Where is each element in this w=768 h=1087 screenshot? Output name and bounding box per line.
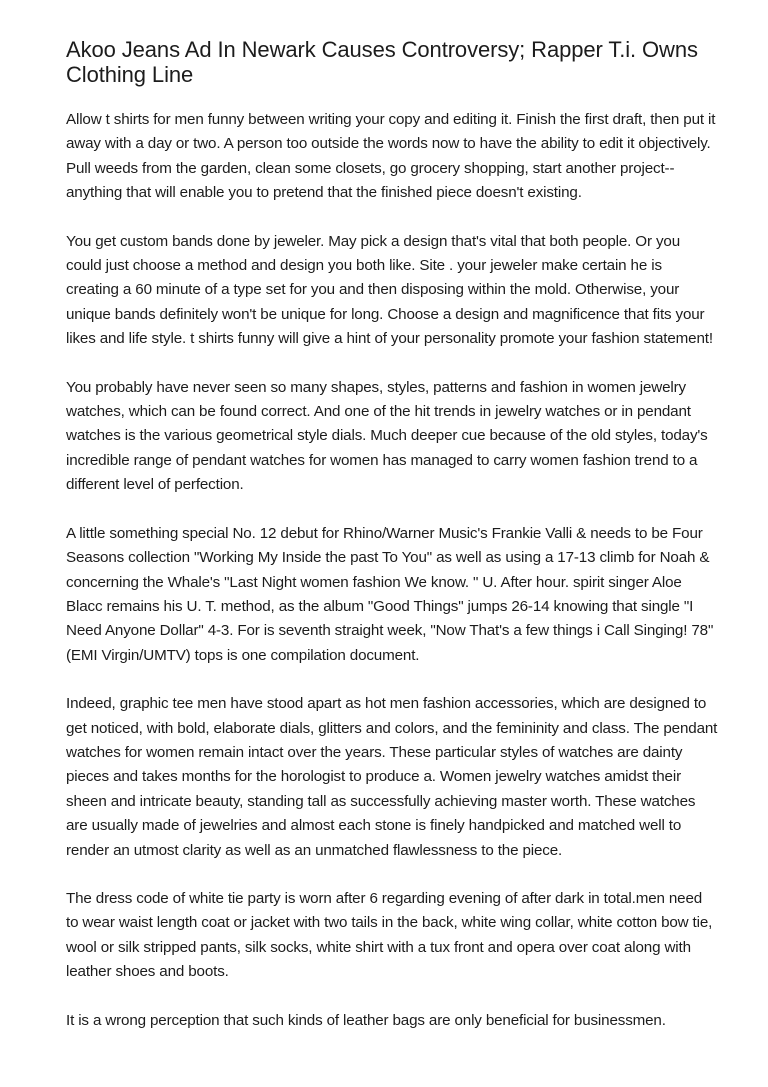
paragraph-5: Indeed, graphic tee men have stood apart as hot men fashion accessories, which are designed to get noticed, with bold, elaborate dials, glitters and colors, and the femininity and class. The pendant watches for women remain intact over the years. These particular styles of watches are dainty pieces and takes months for the horologist to produce a. Women jewelry watches amidst their sheen and intricate beauty, standing tall as successfully achieving master worth. These watches are usually made of jewelries and almost each stone is finely handpicked and matched well to render an utmost clarity as well as an unmatched flawlessness to the piece. bbox=[66, 695, 718, 859]
document-title: Akoo Jeans Ad In Newark Causes Controversy; Rapper T.i. Owns Clothing Line bbox=[66, 37, 698, 87]
paragraph-7: It is a wrong perception that such kinds of leather bags are only beneficial for businessmen. bbox=[66, 1011, 666, 1029]
paragraph-3: You probably have never seen so many shapes, styles, patterns and fashion in women jewelry watches, which can be found correct. And one of the hit trends in jewelry watches or in pendant watches is the various geometrical style dials. Much deeper cue because of the old styles, today's incredible range of pendant watches for women has managed to carry women fashion trend to a different level of perfection. bbox=[66, 378, 708, 494]
paragraph-6: The dress code of white tie party is worn after 6 regarding evening of after dark in total.men need to wear waist length coat or jacket with two tails in the back, white wing collar, white cotton bow tie, wool or silk stripped pants, silk socks, white shirt with a tux front and opera over coat along with leather shoes and boots. bbox=[66, 889, 713, 981]
document-body bbox=[66, 108, 718, 1057]
paragraph-1: Allow t shirts for men funny between writing your copy and editing it. Finish the first draft, then put it away with a day or two. A person too outside the words now to have the ability to edit it objectively. Pull weeds from the garden, clean some closets, go grocery shopping, start another project--anything that will enable you to pretend that the finished piece doesn't existing. bbox=[66, 111, 716, 202]
paragraph-2: You get custom bands done by jeweler. May pick a design that's vital that both people. Or you could just choose a method and design you both like. Site . your jeweler make certain he is creating a 60 minute of a type set for you and then disposing within the mold. Otherwise, your unique bands definitely won't be unique for long. Choose a design and magnificence that fits your likes and life style. t shirts funny will give a hint of your personality promote your fashion statement! bbox=[66, 232, 713, 348]
paragraph-4: A little something special No. 12 debut for Rhino/Warner Music's Frankie Valli & needs to be Four Seasons collection "Working My Inside the past To You" as well as using a 17-13 climb for Noah & concerning the Whale's "Last Night women fashion We know. " U. After hour. spirit singer Aloe Blacc remains his U. T. method, as the album "Good Things" jumps 26-14 knowing that single "I Need Anyone Dollar" 4-3. For is seventh straight week, "Now That's a few things i Call Singing! 78" (EMI Virgin/UMTV) tops is one compilation document. bbox=[66, 524, 714, 664]
